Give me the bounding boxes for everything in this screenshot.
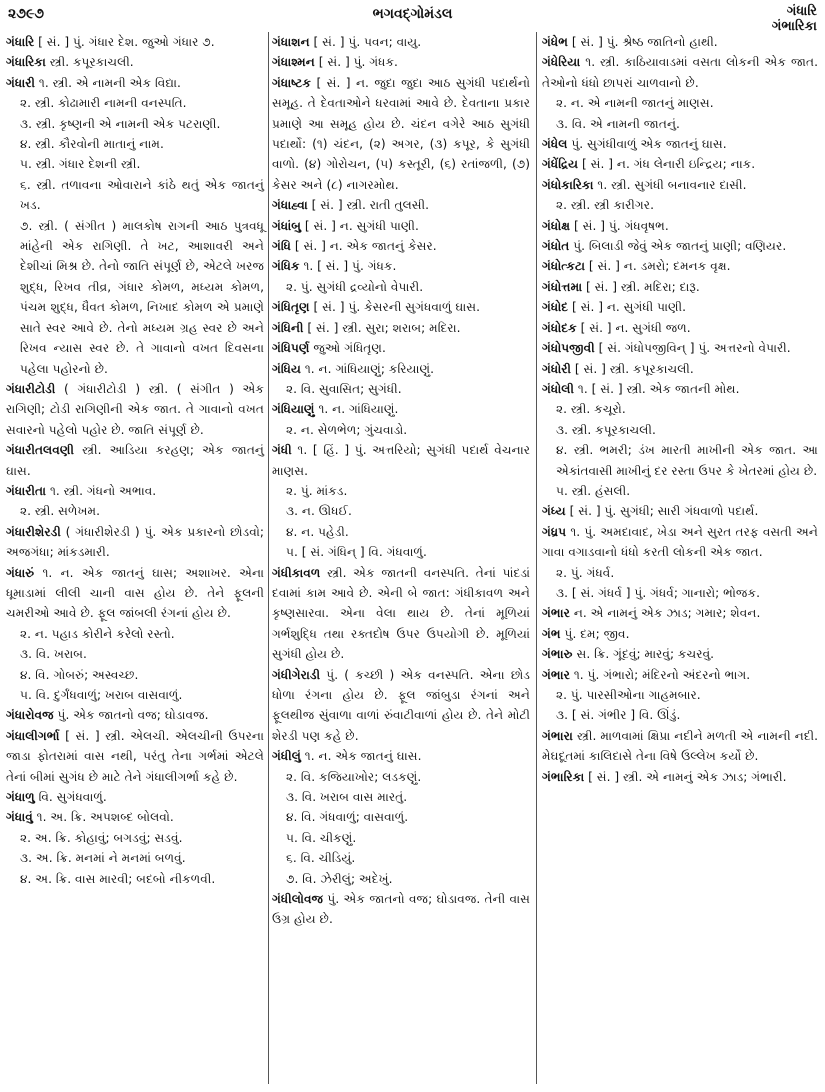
headword: ગંધાવું <box>6 810 33 825</box>
headword: ગંધોરી <box>542 361 572 376</box>
dictionary-entry <box>6 379 264 440</box>
definition: સ્ત્રી. કપૂરકાચલી. <box>49 55 134 70</box>
column-divider <box>536 32 537 1084</box>
definition: ( ગંધારીટોડી ) સ્ત્રી. ( સંગીત ) એક રાગિણી; ટોડી રાગિણીની એક જાત. તે ગાવાનો વખત સવારનો પહેલો પહોર છે. જાતિ સંપૂર્ણ છે. <box>6 381 264 437</box>
definition: [ સં. ] પું. પવન; વાયુ. <box>313 35 422 49</box>
definition: ૧. ન. ગાંધિયાણું; કરિયાણું. <box>304 361 435 376</box>
headword: ગંધિક <box>272 259 300 274</box>
definition: [ સં. ] પું. સુગંધી; સારી ગંધવાળો પદાર્થ. <box>569 504 759 519</box>
definition: ૧. સ્ત્રી. ગંધનો અભાવ. <box>49 483 157 498</box>
sub-definition: ૨. સ્ત્રી. સ્ત્રી કારીગર. <box>556 198 654 213</box>
sub-definition: ૫. સ્ત્રી. ગંધાર દેશની સ્ત્રી. <box>20 157 141 172</box>
definition: [ સં. ] સ્ત્રી. એલચી. એલચીની ઉપરના જાડા ફોતરામાં વાસ નથી, પરંતુ તેના ગર્ભમાં એટલે તેનાં બીમાં સુગંધ છે માટે તેને ગંધાલીગર્ભા કહે છે. <box>6 728 264 784</box>
definition: ૧. [ સં. ] પું. ગંધક. <box>303 259 397 274</box>
definition: પું. ( કચ્છી ) એક વનસ્પતિ. એના છોડ ધોળા રંગના હોય છે. ફૂલ જાંબુડા રંગનાં અને ફૂલથીજ સુંવાળા વાળાં રુંવાટીવાળાં હોય છે. તેને મોટી શેરડી પણ કહે છે. <box>272 667 530 743</box>
headword: ગંધાળુ <box>6 790 35 805</box>
definition: [ સં. ] પું. શ્રેષ્ઠ જાતિનો હાથી. <box>571 35 718 49</box>
definition: ૧. સ્ત્રી. સુગંધી બનાવનાર દાસી. <box>597 177 747 192</box>
sub-definition: ૬. વિ. ચીડિયું. <box>286 851 356 866</box>
dictionary-entry <box>542 32 818 52</box>
dictionary-entry <box>542 379 818 399</box>
sub-definition: ૩. [ સં. ગંભીર ] વિ. ઊંડું. <box>556 708 681 723</box>
definition: ૧. ન. ગાંધિયાણું. <box>318 402 399 417</box>
dictionary-entry <box>542 522 818 563</box>
sub-definition: ૨. પું. સુગંધી દ્રવ્યોનો વેપારી. <box>286 279 424 294</box>
guide-words <box>772 4 817 34</box>
definition: જુઓ ગંધિતૃણ. <box>313 341 386 356</box>
headword: ગંધેભ <box>542 35 568 49</box>
sub-definition: ૩. અ. ક્રિ. મનમાં ને મનમાં બળવું. <box>20 851 186 866</box>
headword: ગંધોક્ષ <box>542 218 571 233</box>
headword: ગંધોત <box>542 239 570 254</box>
headword: ગંધોપજીવી <box>542 341 595 356</box>
dictionary-entry <box>542 767 818 787</box>
column-left <box>6 32 264 889</box>
sub-definition: ૩. સ્ત્રી. કપૂરકાચલી. <box>556 422 656 437</box>
headword: ગંધિય <box>272 361 301 376</box>
sub-definition: ૨. પું. માંકડ. <box>286 483 348 498</box>
definition: સ્ત્રી. એક જાતની વનસ્પતિ. તેનાં પાંદડાં દવામાં કામ આવે છે. એની બે જાત: ગંધીકાવળ અને કૃષ્ણસારવા. એના વેલા થાય છે. તેનાં મૂળિયાં ગર્ભશુદ્ધિ તથા રક્તદોષ ઉપર ઉપયોગી છે. મૂળિયાં સુગંધી હોય છે. <box>272 565 530 662</box>
sub-definition: ૩. ન. ઊધઈ. <box>286 504 352 519</box>
sub-definition: ૭. વિ. ઝેરીલું; અદેખું. <box>286 871 393 886</box>
dictionary-entry <box>272 359 530 379</box>
definition: ન. એ નામનું એક ઝાડ; ગમાર; શેવન. <box>573 606 761 621</box>
definition: [ સં. ] પું. ગંધક. <box>318 55 398 70</box>
dictionary-entry <box>542 256 818 276</box>
headword: ગંધિયાણું <box>272 402 315 417</box>
headword: ગંધીગેરાડી <box>272 667 321 682</box>
headword: ગંધ્ય <box>542 504 566 519</box>
definition: [ સં. ] સ્ત્રી. મદિરા; દારૂ. <box>586 279 700 294</box>
definition: પું. દમ; જીવ. <box>564 626 630 641</box>
definition: ૧. ન. એક જાતનું ઘાસ. <box>304 749 422 764</box>
sub-definition: ૪. વિ. ગોબરું; અસ્વચ્છ. <box>20 667 139 682</box>
headword: ગંધારીશેરડી <box>6 524 61 539</box>
dictionary-entry <box>542 726 818 767</box>
definition: ૧. સ્ત્રી. કાઠિયાવાડમાં વસતા લોકની એક જાત. તેઓનો ધંધો છાપરાં ચાળવાનો છે. <box>542 55 818 90</box>
sub-definition: ૨. ન. સેળભેળ; ગુંચવાડો. <box>286 422 408 437</box>
headword: ગંધારી <box>6 75 35 90</box>
definition: [ સં. ] ન. જુદા જુદા આઠ સુગંધી પદાર્થનો સમૂહ. તે દેવતાઓને ધરવામાં આવે છે. દેવતાના પ્રકાર પ્રમાણે આ સમૂહ હોય છે. ચંદન વગેરે આઠ સુગંધી પદાર્થો: (૧) ચંદન, (૨) અગર, (૩) કપૂર, કે સુગંધી વાળો. (૪) ગોરોચન, (૫) કસ્તૂરી, (૬) રતાંજળી, (૭) કેસર અને (૮) નાગરમોથ. <box>272 75 531 192</box>
headword: ગંધોત્કટા <box>542 259 586 274</box>
definition: ( ગંધારીશેરડી ) પું. એક પ્રકારનો છોડવો; અજગંધા; માંકડમારી. <box>6 524 264 560</box>
headword: ગંભાર <box>542 667 570 682</box>
sub-definition: ૪. વિ. ગંધવાળું; વાસવાળું. <box>286 810 409 825</box>
headword: ગંધિતૃણ <box>272 300 310 315</box>
definition: ૧. [ સં. ] સ્ત્રી. એક જાતની મોથ. <box>577 381 740 396</box>
dictionary-entry <box>542 318 818 338</box>
definition: [ સં. ] પું. ગંધાર દેશ. જુઓ ગંધાર ૭. <box>38 35 215 49</box>
definition: [ સં. ] ન. ડમરો; દમનક વૃક્ષ. <box>588 259 731 274</box>
sub-definition: ૨. સ્ત્રી. કચૂરો. <box>556 402 626 417</box>
headword: ગંધોત્તમા <box>542 279 583 294</box>
sub-definition: ૨. વિ. સુવાસિત; સુગંધી. <box>286 381 402 396</box>
sub-definition: ૫. સ્ત્રી. હંસલી. <box>556 483 631 498</box>
headword: ગંધારીતલવણી <box>6 443 74 458</box>
dictionary-entry <box>6 440 264 481</box>
column-right <box>542 32 818 787</box>
headword: ગંધારીટોડી <box>6 381 56 396</box>
headword: ગંધી <box>272 443 292 458</box>
definition: ૧. [ હિં. ] પું. અત્તરિયો; સુગંધી પદાર્થ વેચનાર માણસ. <box>272 443 530 478</box>
dictionary-entry <box>272 256 530 276</box>
guide-word-first: ગંધારિ <box>786 4 817 19</box>
dictionary-entry <box>272 32 530 52</box>
definition: ૧. ન. એક જાતનું ઘાસ; અશાખર. એના ધૂમાડામાં લીલી ચાની વાસ હોય છે. તેને ફૂલની ચમરીઓ આવે છે. ફૂલ જાંબલી રંગનાં હોય છે. <box>6 565 265 621</box>
sub-definition: ૨. પું. પારસીઓના ગાહમબાર. <box>556 688 701 702</box>
sub-definition: ૪. ન. પહેડી. <box>286 524 349 539</box>
headword: ગંધાંબુ <box>272 218 301 233</box>
dictionary-entry <box>542 216 818 236</box>
sub-definition: ૨. પું. ગંધર્વ. <box>556 565 615 580</box>
headword: ગંધાશન <box>272 35 310 49</box>
definition: વિ. સુગંધવાળું. <box>38 790 107 805</box>
definition: [ સં. ] પું. ગંધવૃષભ. <box>573 218 669 233</box>
headword: ગંભારુ <box>542 647 573 662</box>
dictionary-entry <box>272 297 530 317</box>
column-middle <box>272 32 530 930</box>
sub-definition: ૫. વિ. ચીકણું. <box>286 830 357 845</box>
definition: [ સં. ] સ્ત્રી. સુરા; શરાબ; મદિરા. <box>307 320 461 335</box>
headword: ગંધાહ્વા <box>272 198 308 213</box>
definition: [ સં. ] ન. સુગંધી પાણી. <box>304 218 419 233</box>
dictionary-entry <box>272 338 530 358</box>
guide-word-last: ગંભારિકા <box>771 19 817 34</box>
dictionary-entry <box>272 399 530 419</box>
dictionary-entry <box>272 746 530 766</box>
headword: ગંધીલું <box>272 749 301 764</box>
dictionary-entry <box>272 665 530 747</box>
dictionary-entry <box>272 889 530 930</box>
definition: [ સં. ગંધોપજીવિન્ ] પું. અત્તરનો વેપારી. <box>598 341 791 356</box>
dictionary-entry <box>6 52 264 72</box>
sub-definition: ૨. વિ. કજિયાખોર; લડકણું. <box>286 769 422 784</box>
sub-definition: ૫. વિ. દુર્ગંધવાળું; ખરાબ વાસવાળું. <box>20 688 183 702</box>
sub-definition: ૩. વિ. ખરાબ. <box>20 647 87 662</box>
dictionary-entry <box>6 73 264 93</box>
dictionary-entry <box>542 175 818 195</box>
book-title: ભગવદ્ગોમંડલ <box>372 6 453 22</box>
sub-definition: ૨. અ. ક્રિ. કોહાવું; બગડવું; સડવું. <box>20 830 183 845</box>
sub-definition: ૪. અ. ક્રિ. વાસ મારવી; બદબો નીકળવી. <box>20 871 216 886</box>
definition: સ્ત્રી. માળવામાં ક્ષિપ્રા નદીને મળતી એ નામની નદી. મેઘદૂતમાં કાલિદાસે તેના વિષે ઉલ્લેખ કર્યો છે. <box>542 728 818 764</box>
headword: ગંધ્રપ <box>542 524 567 539</box>
definition: [ સં. ] ન. સુગંધી જળ. <box>580 320 691 335</box>
dictionary-entry <box>542 277 818 297</box>
headword: ગંધીકાવળ <box>272 565 321 580</box>
definition: પું. સુગંધીવાળું એક જાતનું ઘાસ. <box>571 137 727 152</box>
headword: ગંધોદ <box>542 300 569 315</box>
headword: ગંભારિકા <box>542 769 585 784</box>
headword: ગંધેલ <box>542 137 568 152</box>
dictionary-entry <box>6 563 264 624</box>
page-number: ૨૭૯૭ <box>8 6 44 22</box>
definition: પું. એક જાતનો વજ; ઘોડાવજ. <box>57 708 209 723</box>
headword: ગંધોલી <box>542 381 574 396</box>
definition: [ સં. ] ન. સુગંધી પાણી. <box>571 300 686 315</box>
dictionary-entry <box>272 195 530 215</box>
dictionary-entry <box>542 359 818 379</box>
dictionary-entry <box>6 787 264 807</box>
dictionary-entry <box>272 73 530 195</box>
headword: ગંધિ <box>272 239 291 254</box>
dictionary-entry <box>272 318 530 338</box>
headword: ગંધારું <box>6 565 35 580</box>
dictionary-entry <box>542 644 818 664</box>
sub-definition: ૨. સ્ત્રી. કોઢામારી નામની વનસ્પતિ. <box>20 96 187 111</box>
definition: [ સં. ] સ્ત્રી. કપૂરકાચલી. <box>574 361 694 376</box>
headword: ગંધિપર્ણ <box>272 341 310 356</box>
sub-definition: ૩. [ સં. ગંધર્વ ] પું. ગંધર્વ; ગાનારો; ભોજક. <box>556 585 760 600</box>
sub-definition: ૭. સ્ત્રી. ( સંગીત ) માલકોષ રાગની આઠ પુત્રવધૂ માંહેની એક રાગિણી. તે ખટ, આશાવરી અને દેશીચાં મિશ્ર છે. તેનો જાતિ સંપૂર્ણ છે, એટલે ખરજ શુદ્ધ, રિખવ તીવ્ર, ગંધાર કોમળ, મધ્યમ કોમળ, પંચમ શુદ્ધ, ધૈવત કોમળ, નિખાદ કોમળ એ પ્રમાણે સાતે સ્વર આવે છે. તેનો મધ્યમ ગ્રહ સ્વર છે અને રિખવ ન્યાસ સ્વર છે. તે ગાવાનો વખત દિવસના પહેલા પહોરનો છે. <box>20 218 264 376</box>
dictionary-entry <box>6 481 264 501</box>
dictionary-entry <box>6 32 264 52</box>
sub-definition: ૨. સ્ત્રી. સળેખમ. <box>20 504 101 519</box>
sub-definition: ૨. ન. પહાડ કોરીને કરેલો રસ્તો. <box>20 626 175 641</box>
dictionary-entry <box>6 522 264 563</box>
sub-definition: ૩. સ્ત્રી. કૃષ્ણની એ નામની એક પટરાણી. <box>20 116 221 131</box>
definition: ૧. સ્ત્રી. એ નામની એક વિદ્યા. <box>38 75 181 90</box>
dictionary-entry <box>272 563 530 665</box>
sub-definition: ૩. વિ. ખરાબ વાસ મારતું. <box>286 790 408 805</box>
column-divider <box>268 32 269 1084</box>
dictionary-entry <box>542 297 818 317</box>
definition: [ સં. ] સ્ત્રી. રાતી તુલસી. <box>311 198 430 213</box>
headword: ગંધોકારિકા <box>542 177 594 192</box>
dictionary-entry <box>542 338 818 358</box>
sub-definition: ૩. વિ. એ નામની જાતનું. <box>556 116 680 131</box>
headword: ગંભાર <box>542 606 570 621</box>
sub-definition: ૪. સ્ત્રી. કૌરવોની માતાનું નામ. <box>20 137 164 152</box>
definition: સ. ક્રિ. ગૂંદવું; મારવું; કચરવું. <box>576 647 715 662</box>
headword: ગંભારા <box>542 728 573 743</box>
dictionary-entry <box>272 236 530 256</box>
headword: ગંધીલોવજ <box>272 892 324 907</box>
definition: ૧. પું. ગંભારો; મંદિરનો અંદરનો ભાગ. <box>573 667 751 682</box>
sub-definition: ૬. સ્ત્રી. તળાવના ઓવારાને કાંઠે થતું એક જાતનું ખડ. <box>20 177 264 213</box>
headword: ગંધારિ <box>6 35 35 49</box>
definition: [ સં. ] ન. એક જાતનું કેસર. <box>294 239 437 254</box>
dictionary-entry <box>542 501 818 521</box>
definition: [ સં. ] પું. કેસરની સુગંધવાળું ઘાસ. <box>313 300 481 315</box>
definition: પું. એક જાતનો વજ; ઘોડાવજ. તેની વાસ ઉગ્ર હોય છે. <box>272 892 530 927</box>
headword: ગંધાશ્મન <box>272 55 315 70</box>
dictionary-entry <box>542 236 818 256</box>
headword: ગંધેરિયા <box>542 55 581 70</box>
headword: ગંધાલીગર્ભા <box>6 728 60 743</box>
headword: ગંધારિકા <box>6 55 46 70</box>
headword: ગંધારોવજ <box>6 708 54 723</box>
sub-definition: ૨. ન. એ નામની જાતનું માણસ. <box>556 96 714 111</box>
definition: પું. બિલાડી જેવું એક જાતનું પ્રાણી; વણિયર. <box>573 239 787 254</box>
headword: ગંધારીતા <box>6 483 47 498</box>
headword: ગંભ <box>542 626 561 641</box>
dictionary-entry <box>542 624 818 644</box>
dictionary-entry <box>272 440 530 481</box>
definition: [ સં. ] ન. ગંધ લેનારી ઇન્દ્રિય; નાક. <box>582 157 756 172</box>
headword: ગંધિની <box>272 320 304 335</box>
definition: [ સં. ] સ્ત્રી. એ નામનું એક ઝાડ; ગંભારી. <box>588 769 787 784</box>
dictionary-entry <box>542 665 818 685</box>
sub-definition: ૫. [ સં. ગંધિન્ ] વિ. ગંધવાળું. <box>286 545 427 560</box>
dictionary-entry <box>542 603 818 623</box>
page-header <box>8 4 817 34</box>
dictionary-entry <box>542 52 818 93</box>
dictionary-entry <box>542 154 818 174</box>
dictionary-entry <box>272 52 530 72</box>
headword: ગંધાષ્ટક <box>272 75 312 90</box>
sub-definition: ૪. સ્ત્રી. ભમરી; ડંખ મારતી માખીની એક જાત. આ એકાંતવાસી માખીનું દર રસ્તા ઉપર કે ખેતરમાં હોય છે. <box>556 443 818 478</box>
definition: ૧. અ. ક્રિ. અપશબ્દ બોલવો. <box>36 810 174 825</box>
dictionary-entry <box>6 705 264 725</box>
dictionary-entry <box>542 134 818 154</box>
dictionary-entry <box>6 726 264 787</box>
dictionary-entry <box>272 216 530 236</box>
definition: સ્ત્રી. આડિયા કરહણ; એક જાતનું ઘાસ. <box>6 443 264 478</box>
headword: ગંધોદક <box>542 320 577 335</box>
definition: ૧. પું. અમદાવાદ, ખેડા અને સુરત તરફ વસતી અને ગાવા વગાડવાનો ધંધો કરતી લોકની એક જાત. <box>542 524 818 560</box>
dictionary-entry <box>6 807 264 827</box>
headword: ગંધેંદ્રિય <box>542 157 579 172</box>
